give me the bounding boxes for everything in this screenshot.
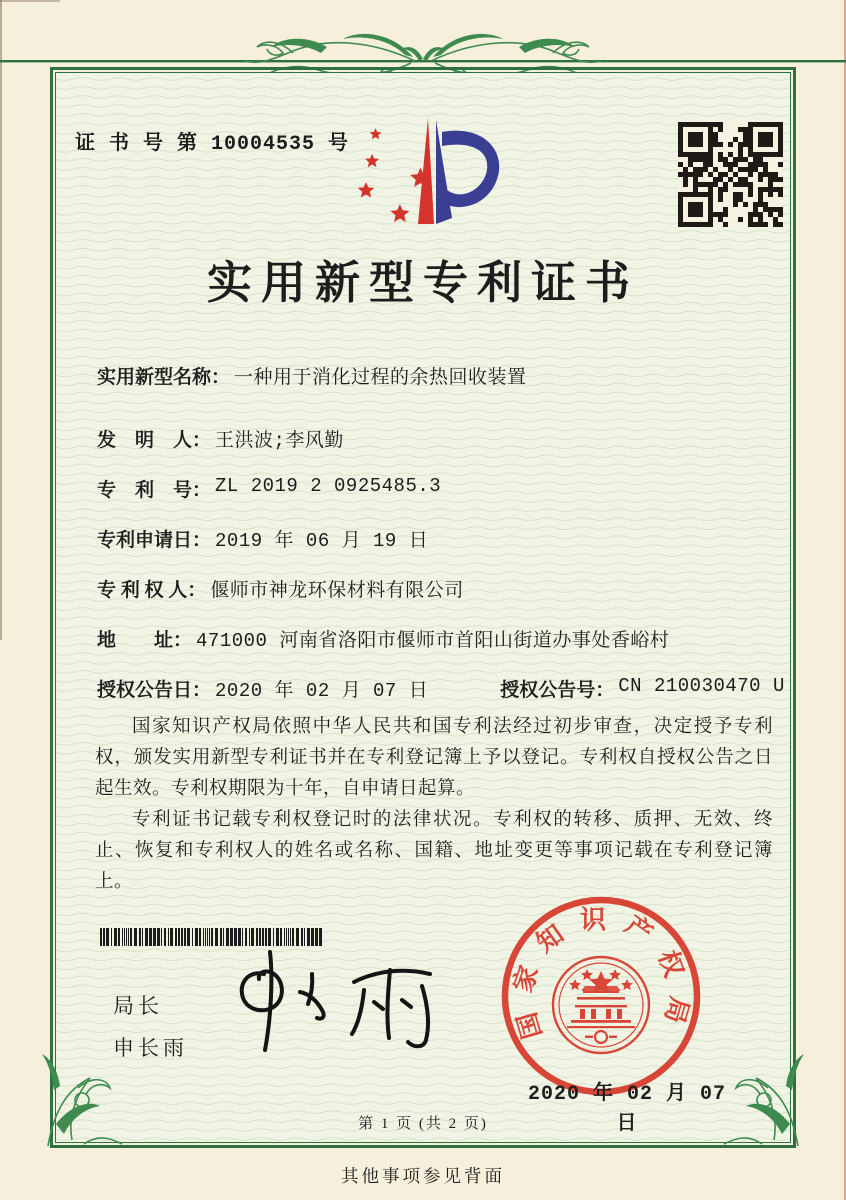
back-note: 其他事项参见背面 [341, 1166, 505, 1186]
seal-date: 2020 年 02 月 07 日 [527, 1083, 727, 1136]
national-emblem-icon [553, 957, 649, 1053]
legal-paragraph-grant: 国家知识产权局依照中华人民共和国专利法经过初步审查，决定授予专利权，颁发实用新型专利证书并在专利登记簿上予以登记。专利权自授权公告之日起生效。专利权期限为十年，自申请日起算。 [95, 717, 773, 799]
field-label: 专 利 号： [97, 480, 212, 501]
seal-text: 国家知识产权局 [507, 905, 695, 1043]
field-label: 实用新型名称： [97, 367, 231, 388]
field-value-grant-number: CN 210030470 U [618, 675, 785, 697]
field-row-filing-date [97, 525, 773, 575]
field-label: 专利申请日： [97, 530, 212, 551]
field-row-patentee [97, 575, 773, 625]
commissioner-name: 申长雨 [113, 1036, 188, 1060]
certificate-title: 实用新型专利证书 [206, 258, 639, 308]
page-indicator: 第 1 页 (共 2 页) [358, 1116, 488, 1132]
legal-text [95, 712, 773, 898]
field-value: 2020 年 02 月 07 日 [215, 680, 429, 702]
field-value: ZL 2019 2 0925485.3 [215, 475, 442, 497]
legal-paragraph-register: 专利证书记载专利权登记时的法律状况。专利权的转移、质押、无效、终止、恢复和专利权人的姓名或名称、国籍、地址变更等事项记载在专利登记簿上。 [95, 810, 773, 892]
commissioner-block [113, 985, 188, 1069]
field-label: 地 址： [97, 630, 193, 651]
cnipa-logo-icon [342, 110, 522, 240]
qr-code [678, 122, 783, 227]
field-list [97, 362, 785, 725]
field-value: 王洪波;李风勤 [215, 430, 344, 452]
commissioner-title: 局长 [113, 994, 163, 1018]
field-row-invention-name [97, 362, 773, 415]
field-value: 偃师市神龙环保材料有限公司 [210, 580, 464, 602]
field-label: 授权公告日： [97, 680, 212, 701]
certificate-number: 证 书 号 第 10004535 号 [75, 133, 350, 156]
cnipa-red-seal [498, 893, 704, 1099]
field-value: 471000 河南省洛阳市偃师市首阳山街道办事处香峪村 [196, 630, 670, 652]
handwritten-signature-icon [226, 944, 466, 1062]
field-value: 一种用于消化过程的余热回收装置 [234, 367, 527, 389]
field-row-inventors [97, 425, 773, 475]
field-label: 专 利 权 人： [97, 580, 207, 601]
field-row-address [97, 625, 773, 675]
field-label: 发 明 人： [97, 430, 212, 451]
field-row-patent-number [97, 475, 773, 525]
scan-edge-top [0, 0, 60, 2]
field-label-grant-number: 授权公告号： [500, 680, 615, 701]
field-value: 2019 年 06 月 19 日 [215, 530, 429, 552]
